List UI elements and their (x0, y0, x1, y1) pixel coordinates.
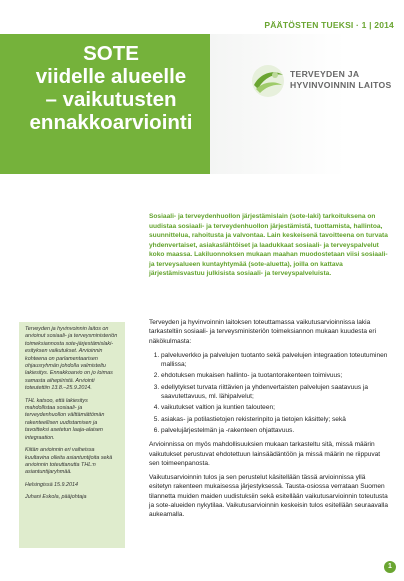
sidebar-signature: Juhani Eskola, pääjohtaja (25, 494, 87, 501)
thl-logo-icon (250, 63, 286, 99)
list-item: 2. ehdotuksen mukaisen hallinto- ja tuotantorakenteen toimivuus; (161, 371, 389, 380)
body-paragraph: Vaikutusarvioinnin tulos ja sen perustelut käsitellään tässä arvioinnissa yllä esitetyn rakenteen mukaisessa järjestyksessä. Tausta-osiossa verrataan Suomen tilannetta muiden maiden uudistuksiin sekä esitellään vaikutusarvioinnin toteutusta ja sote-alueiden nykytilaa. Vaikutusarvioinnin keskeisin tulos esitellään seuraavalla aukeamalla. (149, 474, 388, 519)
sidebar-paragraph: Terveyden ja hyvinvoinnin laitos on arvioinut sosiaali- ja terveysministeriön toimeksiannosta sote-järjestämislaki-esityksen vaikutukset. Arvioinnin kohteena on parlamentaarisen ohjausryhmän johdolla valmisteltu lakiesitys. Ennakkoarvio on jo loimas samasta aihepiiristä. Arviointi toteutettiin 13.8.–25.9.2014. (25, 326, 118, 392)
sidebar-paragraph: THL katsoo, että lakiesitys mahdollistaa sosiaali- ja terveydenhuollon välttämättömän rakenteellisen uudistamisen ja tavoitteksi asetetun laaja-alaisen integraation. (25, 397, 105, 441)
title-line-2: viidelle alueelle (35, 65, 187, 88)
header-background (210, 34, 404, 174)
document-title (18, 42, 204, 134)
list-item: 6. palvelujärjestelmän ja -rakenteen ohjattavuus. (161, 426, 389, 435)
main-body (149, 318, 389, 525)
logo-line-2: HYVINVOINNIN LAITOS (290, 80, 392, 90)
perspectives-list (149, 351, 389, 435)
list-item: 5. asiakas- ja potilastietojen rekisterinpito ja tietojen käsittely; sekä (161, 415, 389, 424)
body-paragraph: Arvioinnissa on myös mahdollisuuksien mukaan tarkasteltu sitä, missä määrin vaikutukset perustuvat ehdotettuun lainsäädäntöön ja missä määrin ne riippuvat sen toimeenpanosta. (149, 441, 381, 467)
logo-line-1: TERVEYDEN JA (290, 69, 360, 79)
sidebar-date: Helsingissä 15.9.2014 (25, 481, 79, 488)
title-line-3: – vaikutusten (45, 88, 177, 111)
sidebar-box (19, 322, 125, 548)
body-paragraph: Terveyden ja hyvinvoinnin laitoksen toteuttamassa vaikutusarvioinnissa lakia tarkasteltiin sosiaali- ja terveysministeriön toimeksiannon mukaan kuudesta eri näkökulmasta: (149, 319, 377, 345)
sidebar-paragraph: Kiitän arvioinnin eri vaiheissa kuultavina olleita asiantuntijoita sekä arvioinnin toteuttanutta THL:n asiantuntijaryhmää. (25, 447, 113, 476)
list-item: 3. edellytykset turvata riittävien ja yhdenvertaisten palvelujen saatavuus ja saavutettavuus, ml. lähipalvelut; (161, 383, 389, 402)
intro-paragraph: Sosiaali- ja terveydenhuollon järjestämislain (sote-laki) tarkoituksena on uudistaa sosiaali- ja terveydenhuollon järjestämistä, tuottamista, hallintoa, suunnittelua, rahoitusta ja valvontaa. Lain keskeisenä tavoitteena on turvata yhdenvertaiset, asiakaslähtöiset ja laadukkaat sosiaali- ja terveyspalvelut koko maassa. Lakiluonnoksen mukaan maahan muodostetaan viisi sosiaali- ja terveysalueen kuntayhtymää (sote-aluetta), joilla on kattava järjestämisvastuu julkisista sosiaali- ja terveyspalveluista. (149, 213, 388, 277)
list-item: 1. palveluverkko ja palvelujen tuotanto sekä palvelujen integraation toteutuminen mallissa; (161, 351, 389, 370)
logo-text (290, 69, 392, 91)
series-label: PÄÄTÖSTEN TUEKSI · 1 | 2014 (264, 20, 394, 30)
page-number: 1 (384, 561, 396, 573)
thl-logo (250, 63, 400, 103)
title-line-4: ennakkoarviointi (29, 111, 193, 134)
title-line-1: SOTE (83, 42, 139, 65)
list-item: 4. vaikutukset valtion ja kuntien talouteen; (161, 403, 389, 412)
